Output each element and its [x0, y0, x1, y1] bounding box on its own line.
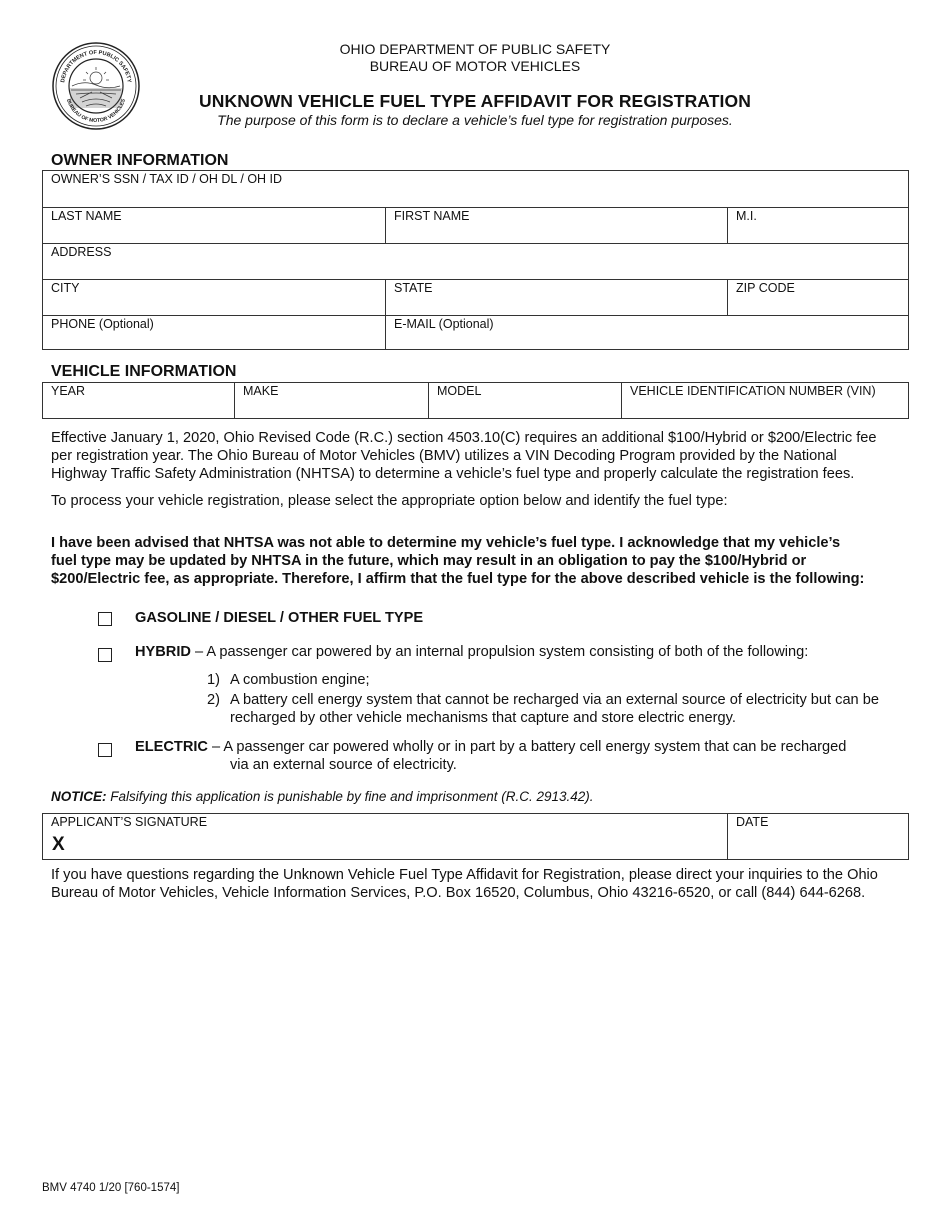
signature-label: APPLICANT’S SIGNATURE — [51, 815, 208, 829]
electric-description-line2: via an external source of electricity. — [230, 757, 457, 773]
zip-code-label: ZIP CODE — [736, 281, 795, 295]
last-name-field[interactable] — [43, 207, 385, 243]
date-field[interactable] — [727, 814, 908, 859]
make-field[interactable] — [234, 383, 428, 418]
notice-body: Falsifying this application is punishable by fine and imprisonment (R.C. 2913.42). — [106, 789, 594, 804]
electric-label: ELECTRIC — [135, 739, 208, 755]
instruction-paragraph: To process your vehicle registration, please select the appropriate option below and identify the fuel type: — [51, 493, 728, 509]
notice-text — [51, 789, 594, 804]
gasoline-checkbox[interactable] — [98, 612, 112, 626]
hybrid-option-label — [135, 643, 808, 661]
affirmation-line1: I have been advised that NHTSA was not able to determine my vehicle’s fuel type. I acknowledge that my vehicle’s — [51, 535, 841, 551]
phone-field[interactable] — [43, 315, 385, 349]
owner-id-label: OWNER’S SSN / TAX ID / OH DL / OH ID — [51, 172, 283, 186]
fee-explanation-paragraph — [51, 429, 903, 483]
city-label: CITY — [51, 281, 80, 295]
svg-text:DEPARTMENT OF PUBLIC SAFETY: DEPARTMENT OF PUBLIC SAFETY — [60, 49, 132, 84]
signature-field[interactable] — [43, 814, 727, 859]
model-field[interactable] — [428, 383, 621, 418]
form-title: UNKNOWN VEHICLE FUEL TYPE AFFIDAVIT FOR REGISTRATION — [199, 91, 751, 111]
middle-initial-field[interactable] — [727, 207, 908, 243]
hybrid-item1-number: 1) — [207, 672, 220, 688]
phone-label: PHONE (Optional) — [51, 317, 154, 331]
year-label: YEAR — [51, 384, 86, 398]
contact-line1: If you have questions regarding the Unknown Vehicle Fuel Type Affidavit for Registration, please direct your inquiries to the Ohio — [51, 867, 878, 883]
electric-checkbox[interactable] — [98, 743, 112, 757]
last-name-label: LAST NAME — [51, 209, 122, 223]
owner-id-field[interactable] — [43, 171, 908, 207]
form-purpose: The purpose of this form is to declare a vehicle’s fuel type for registration purposes. — [217, 112, 733, 128]
model-label: MODEL — [437, 384, 482, 398]
hybrid-item2-text — [230, 691, 900, 727]
gasoline-option-label — [135, 609, 423, 627]
vin-label: VEHICLE IDENTIFICATION NUMBER (VIN) — [630, 384, 876, 398]
year-field[interactable] — [43, 383, 234, 418]
middle-initial-label: M.I. — [736, 209, 757, 223]
owner-info-table — [42, 170, 909, 350]
date-label: DATE — [736, 815, 769, 829]
vehicle-info-table — [42, 382, 909, 419]
affirmation-line2: fuel type may be updated by NHTSA in the future, which may result in an obligation to pay the $100/Hybrid or — [51, 553, 807, 569]
gasoline-label: GASOLINE / DIESEL / OTHER FUEL TYPE — [135, 610, 424, 626]
form-id: BMV 4740 1/20 [760-1574] — [42, 1182, 180, 1194]
signature-table — [42, 813, 909, 860]
hybrid-item2-line2: recharged by other vehicle mechanisms that capture and store electric energy. — [230, 710, 736, 726]
hybrid-checkbox[interactable] — [98, 648, 112, 662]
address-field[interactable] — [43, 243, 908, 279]
zip-code-field[interactable] — [727, 279, 908, 315]
hybrid-item1-text: A combustion engine; — [230, 672, 370, 688]
agency-line1: OHIO DEPARTMENT OF PUBLIC SAFETY — [339, 41, 611, 57]
signature-x-mark: X — [52, 834, 65, 855]
svg-text:BUREAU OF MOTOR VEHICLES: BUREAU OF MOTOR VEHICLES — [64, 98, 128, 125]
state-field[interactable] — [385, 279, 727, 315]
agency-line2: BUREAU OF MOTOR VEHICLES — [369, 58, 581, 74]
address-label: ADDRESS — [51, 245, 112, 259]
first-name-field[interactable] — [385, 207, 727, 243]
notice-label: NOTICE: — [51, 789, 107, 804]
affirmation-line3: $200/Electric fee, as appropriate. Therefore, I affirm that the fuel type for the above described vehicle is the following: — [51, 571, 865, 587]
hybrid-description: – A passenger car powered by an internal propulsion system consisting of both of the following: — [190, 644, 809, 660]
hybrid-item2-line1: A battery cell energy system that cannot be recharged via an external source of electricity but can be — [230, 692, 879, 708]
state-label: STATE — [394, 281, 433, 295]
agency-name — [0, 41, 950, 75]
affirmation-paragraph — [51, 534, 903, 588]
fee-explanation-line1: Effective January 1, 2020, Ohio Revised Code (R.C.) section 4503.10(C) requires an additional $100/Hybrid or $200/Electric fee — [51, 430, 877, 446]
email-label: E-MAIL (Optional) — [394, 317, 494, 331]
vehicle-section-heading: VEHICLE INFORMATION — [51, 363, 237, 380]
hybrid-label: HYBRID — [135, 644, 191, 660]
fee-explanation-line2: per registration year. The Ohio Bureau of Motor Vehicles (BMV) utilizes a VIN Decoding Program provided by the National — [51, 448, 837, 464]
hybrid-item2-number: 2) — [207, 692, 220, 708]
contact-paragraph — [51, 866, 903, 902]
city-field[interactable] — [43, 279, 385, 315]
first-name-label: FIRST NAME — [394, 209, 470, 223]
vin-field[interactable] — [621, 383, 908, 418]
electric-description-line1: – A passenger car powered wholly or in part by a battery cell energy system that can be recharged — [207, 739, 847, 755]
electric-option-label — [135, 738, 846, 756]
owner-section-heading: OWNER INFORMATION — [51, 152, 229, 169]
contact-line2: Bureau of Motor Vehicles, Vehicle Information Services, P.O. Box 16520, Columbus, Ohio 43216-6520, or call (844) 644-6268. — [51, 885, 866, 901]
fee-explanation-line3: Highway Traffic Safety Administration (NHTSA) to determine a vehicle’s fuel type and properly calculate the registration fees. — [51, 466, 855, 482]
email-field[interactable] — [385, 315, 908, 349]
make-label: MAKE — [243, 384, 279, 398]
